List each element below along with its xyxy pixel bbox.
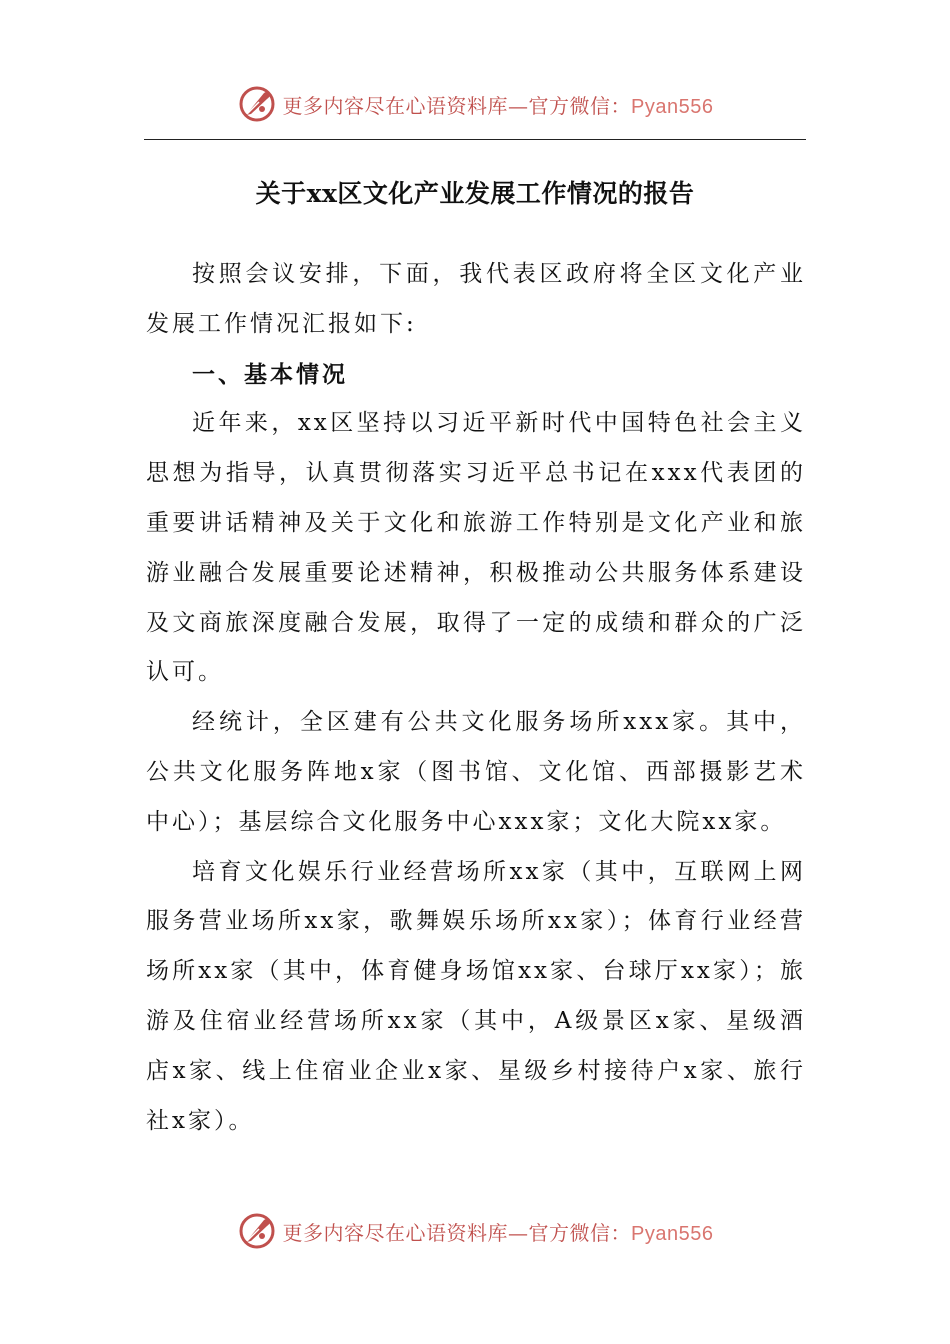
header-banner [0,82,950,126]
paragraph-business-venues: 培育文化娱乐行业经营场所xx家（其中，互联网上网服务营业场所xx家，歌舞娱乐场所xx家）；体育行业经营场所xx家（其中，体育健身场馆xx家、台球厅xx家）；旅游及住宿业经营场所xx家（其中，A级景区x家、星级酒店x家、线上住宿业企业x家、星级乡村接待户x家、旅行社x家）。 [146,858,806,1134]
document-title: 关于xx区文化产业发展工作情况的报告 [255,179,695,208]
footer-wechat-handle: Pyan556 [631,1222,714,1245]
quill-logo-icon [237,84,277,124]
section-heading-basic-situation: 一、基本情况 [192,360,348,388]
quill-logo-icon [237,1211,277,1251]
header-banner-text: 更多内容尽在心语资料库—官方微信：Pyan556 [282,93,714,118]
footer-banner-text: 更多内容尽在心语资料库—官方微信：Pyan556 [282,1220,714,1245]
footer-banner [0,1209,950,1253]
document-body [146,250,806,1146]
paragraph-overview: 近年来，xx区坚持以习近平新时代中国特色社会主义思想为指导，认真贯彻落实习近平总书记在xxx代表团的重要讲话精神及关于文化和旅游工作特别是文化产业和旅游业融合发展重要论述精神，积极推动公共服务体系建设及文商旅深度融合发展，取得了一定的成绩和群众的广泛认可。 [146,410,806,686]
header-divider [144,139,806,140]
intro-paragraph: 按照会议安排，下面，我代表区政府将全区文化产业发展工作情况汇报如下: [146,261,806,337]
header-wechat-handle: Pyan556 [631,95,714,118]
paragraph-public-venues: 经统计，全区建有公共文化服务场所xxx家。其中，公共文化服务阵地x家（图书馆、文化馆、西部摄影艺术中心）；基层综合文化服务中心xxx家；文化大院xx家。 [146,709,806,835]
